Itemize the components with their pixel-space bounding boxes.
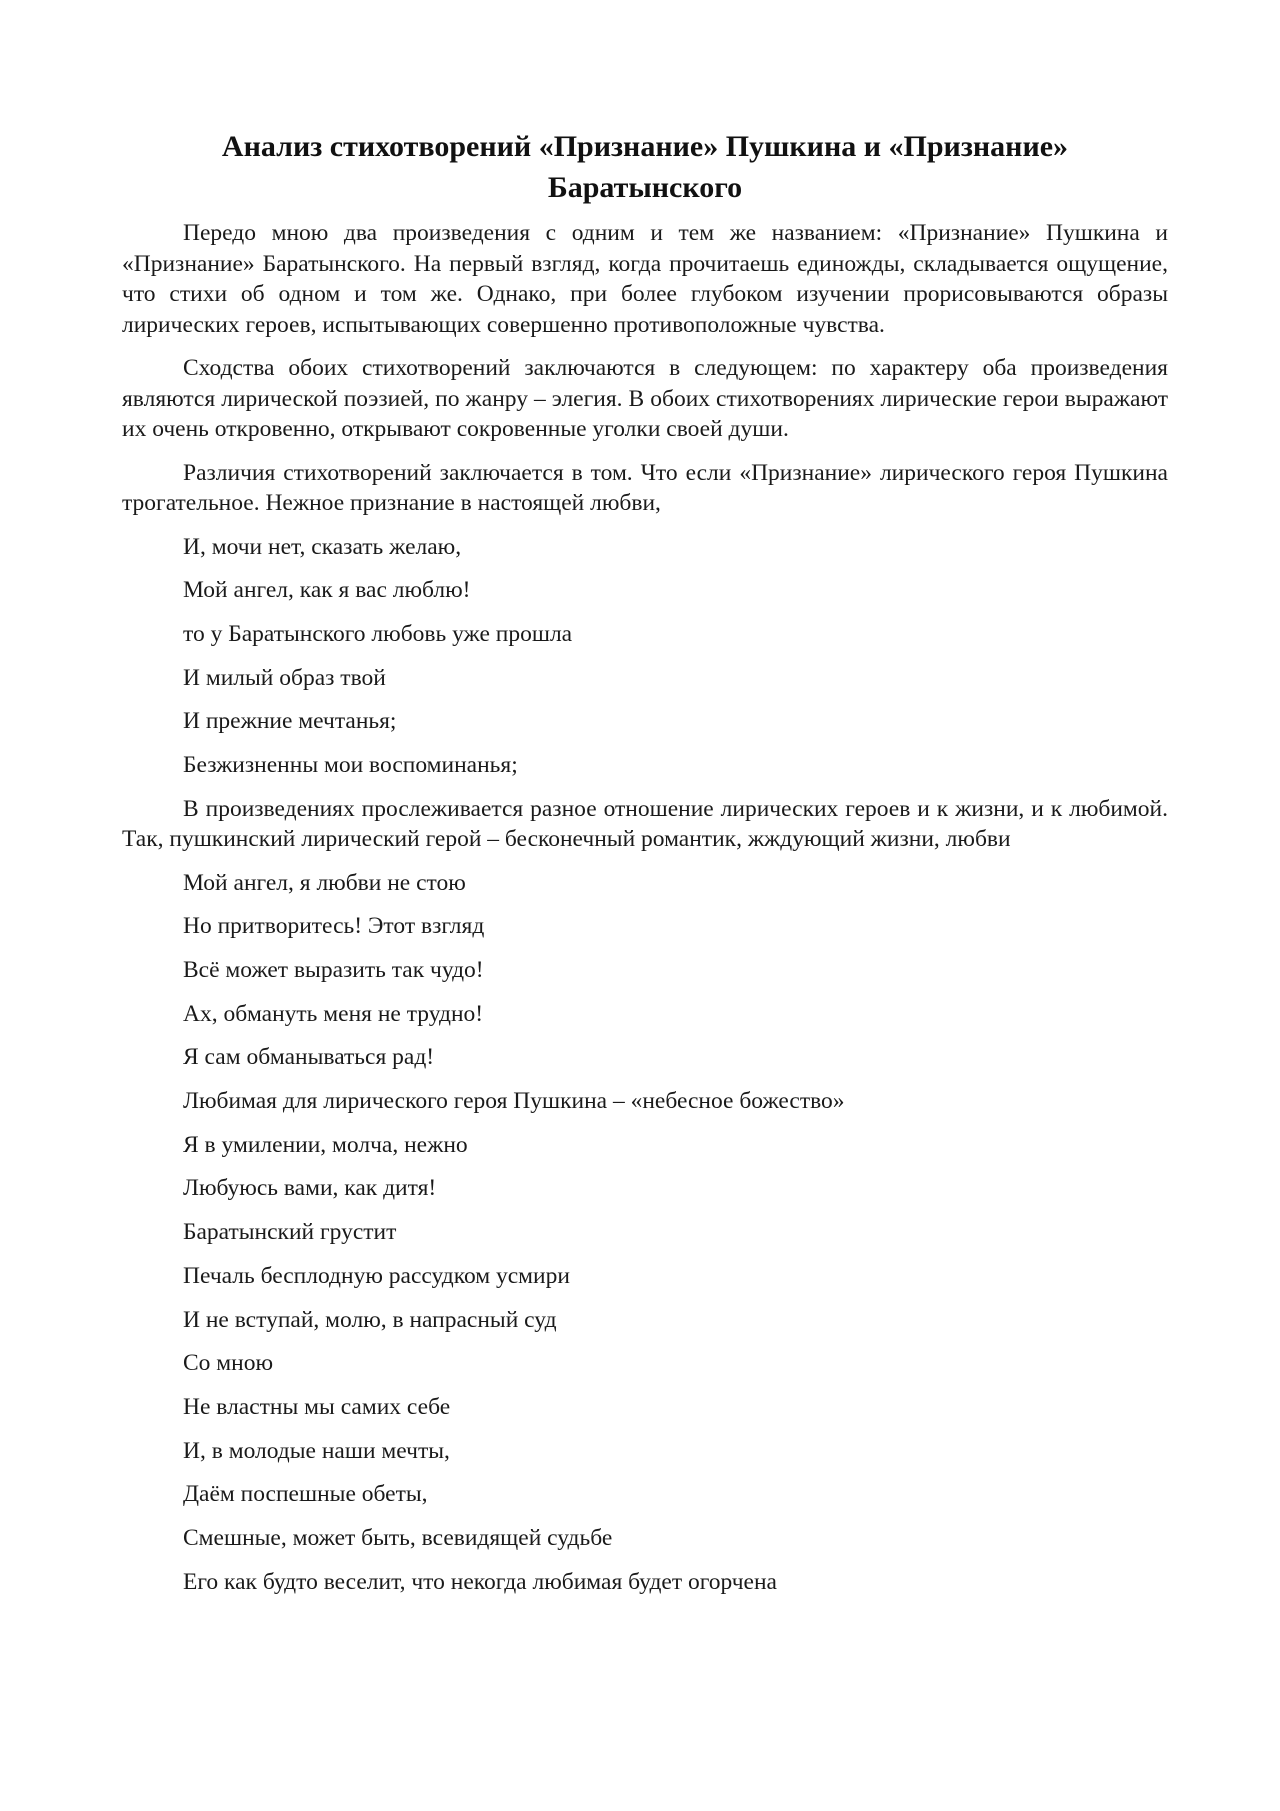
verse-line: И прежние мечтанья; xyxy=(183,708,397,735)
verse-line: И, мочи нет, сказать желаю, xyxy=(183,533,462,560)
verse-line: то у Баратынского любовь уже прошла xyxy=(183,620,573,647)
verse-line: Я сам обманываться рад! xyxy=(183,1044,435,1071)
verse-line: Любуюсь вами, как дитя! xyxy=(183,1175,437,1202)
verse-line: Но притворитесь! Этот взгляд xyxy=(183,913,485,940)
verse-line: Даём поспешные обеты, xyxy=(183,1481,428,1508)
verse-line: И, в молодые наши мечты, xyxy=(183,1437,450,1464)
paragraph: Передо мною два произведения с одним и тем же названием: «Признание» Пушкина и «Признание» Баратынского. На первый взгляд, когда прочитаешь единожды, складывается ощущение, что стихи об одном и том же. Однако, при более глубоком изучении прорисовываются образы лирических героев, испытывающих совершенно противоположные чувства. xyxy=(122,220,1168,338)
verse-line: И не вступай, молю, в напрасный суд xyxy=(183,1306,557,1333)
verse-line: Смешные, может быть, всевидящей судьбе xyxy=(183,1524,613,1551)
verse-line: Со мною xyxy=(183,1350,274,1377)
verse-line: Печаль бесплодную рассудком усмири xyxy=(183,1262,570,1289)
verse-line: И милый образ твой xyxy=(183,664,386,691)
verse-line: Мой ангел, как я вас люблю! xyxy=(183,577,471,604)
verse-line: Любимая для лирического героя Пушкина – «небесное божество» xyxy=(183,1088,845,1115)
verse-line: Баратынский грустит xyxy=(183,1219,397,1246)
verse-line: Я в умилении, молча, нежно xyxy=(183,1131,468,1158)
verse-line: Всё может выразить так чудо! xyxy=(183,957,484,983)
document-title: Анализ стихотворений «Признание» Пушкина и «Признание» Баратынского xyxy=(221,130,1069,204)
paragraph: Сходства обоих стихотворений заключаются в следующем: по характеру оба произведения являются лирической поэзией, по жанру – элегия. В обоих стихотворениях лирические герои выражают их очень откровенно, открывают сокровенные уголки своей души. xyxy=(122,355,1168,442)
document-body xyxy=(122,126,1168,1610)
verse-line: Безжизненны мои воспоминанья; xyxy=(183,751,518,778)
paragraph: В произведениях прослеживается разное отношение лирических героев и к жизни, и к любимой. Так, пушкинский лирический герой – бесконечный романтик, жждующий жизни, любви xyxy=(122,795,1168,853)
verse-line: Не властны мы самих себе xyxy=(183,1393,451,1420)
verse-line: Его как будто веселит, что некогда любимая будет огорчена xyxy=(183,1568,777,1595)
verse-line: Мой ангел, я любви не стою xyxy=(183,869,466,896)
verse-line: Ах, обмануть меня не трудно! xyxy=(183,1000,484,1027)
paragraph: Различия стихотворений заключается в том. Что если «Признание» лирического героя Пушкина трогательное. Нежное признание в настоящей любви, xyxy=(122,459,1168,516)
